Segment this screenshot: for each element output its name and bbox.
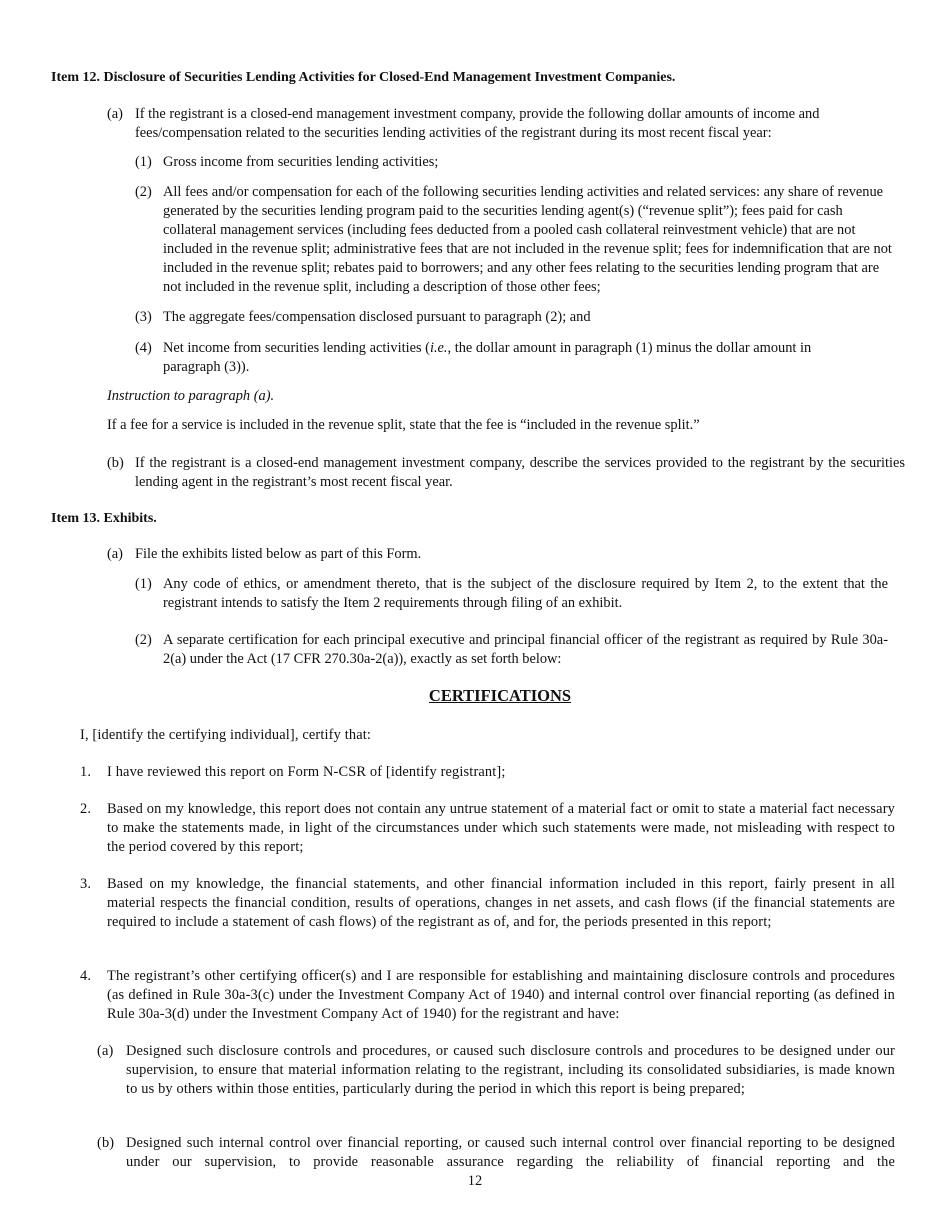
item-text: Based on my knowledge, this report does not contain any untrue statement of a material fact or omit to state a material fact necessary to make the statements made, in light of the circumstances under which such statements were made, not misleading with respect to the period covered by this report; <box>107 801 895 855</box>
item-13-a-2 <box>0 631 950 671</box>
item-12-a-1 <box>0 153 950 173</box>
item-label: (1) <box>135 154 152 170</box>
item-12-a-2 <box>0 183 950 298</box>
item-12-a-text: If the registrant is a closed-end management investment company, provide the following dollar amounts of income and fees/compensation related to the securities lending activities of the registrant during its most recent fiscal year: <box>135 106 820 141</box>
item-label: (1) <box>135 576 152 592</box>
item-12-b-paragraph <box>0 454 950 494</box>
item-text: Designed such internal control over financial reporting, or caused such internal control over financial reporting to be designed under our supervision, to provide reasonable assurance regarding the reliability of financial reporting and the <box>126 1135 895 1170</box>
item-13-a-text: File the exhibits listed below as part of this Form. <box>135 546 422 562</box>
item-label: (3) <box>135 309 152 325</box>
item-text: Gross income from securities lending activities; <box>163 154 439 170</box>
item-text: A separate certification for each principal executive and principal financial officer of the registrant as required by Rule 30a-2(a) under the Act (17 CFR 270.30a-2(a)), exactly as set forth below: <box>163 632 888 667</box>
item-12-b-label: (b) <box>107 455 124 471</box>
cert-item-3 <box>0 875 950 955</box>
item-12-a-3 <box>0 308 950 328</box>
item-13-a-label: (a) <box>107 546 123 562</box>
item-13-a-paragraph <box>0 545 950 565</box>
page-number: 12 <box>467 1173 483 1189</box>
item-label: (2) <box>135 184 152 200</box>
certifications-intro: I, [identify the certifying individual], certify that: <box>80 727 372 743</box>
item-text: All fees and/or compensation for each of the following securities lending activities and related services: any share of revenue generated by the securities lending program paid to the securities lending agent(s) (“revenue split”); fees paid for cash collateral management services (including fees deducted from a pooled cash collateral reinvestment vehicle) that are not included in the revenue split; administrative fees that are not included in the revenue split; fees for indemnification that are not included in the revenue split; rebates paid to borrowers; and any other fees relating to the securities lending program that are not included in the revenue split, including a description of those other fees; <box>163 184 892 295</box>
item-label: 4. <box>80 968 92 984</box>
cert-item-1 <box>0 763 950 783</box>
item-label: (a) <box>97 1043 114 1059</box>
item-text: The aggregate fees/compensation disclosed pursuant to paragraph (2); and <box>163 309 591 325</box>
item-label: (b) <box>97 1135 115 1151</box>
item-text: Designed such disclosure controls and procedures, or caused such disclosure controls and procedures to be designed under our supervision, to ensure that material information relating to the registrant, including its consolidated subsidiaries, is made known to us by others within those entities, particularly during the period in which this report is being prepared; <box>126 1043 895 1097</box>
cert-item-4 <box>0 967 950 1027</box>
item-12-a-label: (a) <box>107 106 123 122</box>
item-text: I have reviewed this report on Form N-CSR of [identify registrant]; <box>107 764 506 780</box>
item-text: Net income from securities lending activities (i.e., the dollar amount in paragraph (1) minus the dollar amount in paragraph (3)). <box>163 340 812 375</box>
certifications-title: CERTIFICATIONS <box>428 686 572 705</box>
item-label: 3. <box>80 876 92 892</box>
instruction-text: If a fee for a service is included in the revenue split, state that the fee is “included in the revenue split.” <box>107 417 700 433</box>
cert-item-2 <box>0 800 950 860</box>
cert-subitem-a <box>0 1042 950 1122</box>
item-13-heading: Item 13. Exhibits. <box>51 511 157 526</box>
item-12-a-4 <box>0 339 950 379</box>
item-12-b-text: If the registrant is a closed-end management investment company, describe the services provided to the registrant by the securities lending agent in the registrant’s most recent fiscal year. <box>135 455 905 490</box>
item-label: (4) <box>135 340 152 356</box>
item-label: 2. <box>80 801 92 817</box>
cert-subitem-b <box>0 1134 950 1174</box>
item-text: Based on my knowledge, the financial statements, and other financial information included in this report, fairly present in all material respects the financial condition, results of operations, changes in net assets, and cash flows (if the financial statements are required to include a statement of cash flows) of the registrant as of, and for, the periods presented in this report; <box>107 876 895 930</box>
item-12-a-paragraph <box>0 105 950 145</box>
item-text: The registrant’s other certifying officer(s) and I are responsible for establishing and maintaining disclosure controls and procedures (as defined in Rule 30a-3(c) under the Investment Company Act of 1940) and internal control over financial reporting (as defined in Rule 30a-3(d) under the Investment Company Act of 1940) for the registrant and have: <box>107 968 895 1022</box>
item-label: (2) <box>135 632 152 648</box>
item-label: 1. <box>80 764 92 780</box>
instruction-heading: Instruction to paragraph (a). <box>107 388 275 404</box>
item-12-heading: Item 12. Disclosure of Securities Lending Activities for Closed-End Management Investment Companies. <box>51 70 676 85</box>
item-13-a-1 <box>0 575 950 615</box>
item-text: Any code of ethics, or amendment thereto, that is the subject of the disclosure required by Item 2, to the extent that the registrant intends to satisfy the Item 2 requirements through filing of an exhibit. <box>163 576 888 611</box>
